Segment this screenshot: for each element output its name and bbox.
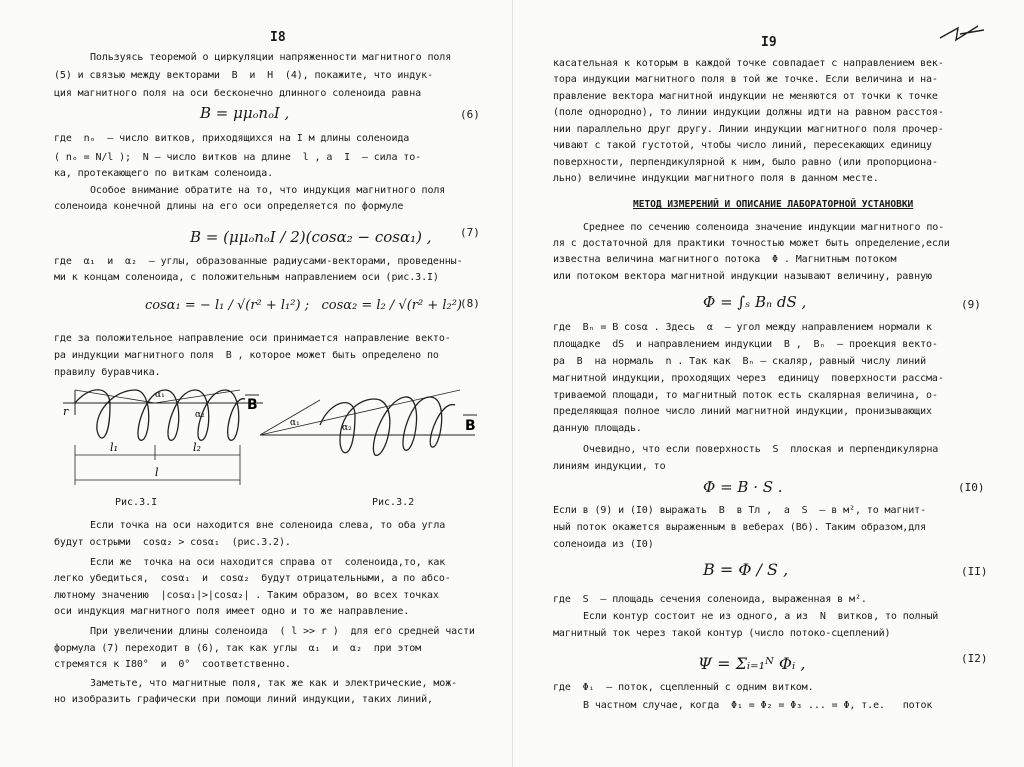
text-line: ля с достаточной для практики точностью может быть определение,если bbox=[553, 238, 950, 249]
text-line: соленоида из (I0) bbox=[553, 539, 654, 550]
equation-number: (6) bbox=[460, 108, 480, 121]
formula-7: B = (μμₒnₒI / 2)(cosα₂ − cosα₁) , bbox=[190, 228, 432, 246]
text-line: где S – площадь сечения соленоида, выраженная в м². bbox=[553, 594, 867, 605]
page-number: I8 bbox=[270, 30, 286, 45]
figure-3-1 bbox=[55, 385, 270, 495]
text-line: или потоком вектора магнитной индукции называют величину, равную bbox=[553, 271, 932, 282]
figure-caption: Рис.3.I bbox=[115, 497, 158, 508]
label-B: B bbox=[247, 397, 258, 413]
formula-9: Φ = ∫ₛ Bₙ dS , bbox=[703, 293, 807, 311]
text-line: правилу буравчика. bbox=[54, 367, 161, 378]
text-line: ра индукции магнитного поля B , которое может быть определено по bbox=[54, 350, 439, 361]
text-line: триваемой площади, то магнитный поток есть скалярная величина, о- bbox=[553, 390, 938, 401]
text-line: магнитной индукции, проходящих через единицу поверхности рассма- bbox=[553, 373, 944, 384]
page-number: I9 bbox=[761, 35, 777, 50]
formula-10: Φ = B · S . bbox=[703, 478, 783, 496]
text-line: Если же точка на оси находится справа от соленоида,то, как bbox=[90, 557, 446, 568]
figure-caption: Рис.3.2 bbox=[372, 497, 415, 508]
text-line: где Φᵢ – поток, сцепленный с одним витком. bbox=[553, 682, 814, 693]
text-line: легко убедиться, cosα₁ и cosα₂ будут отрицательными, а по абсо- bbox=[54, 573, 451, 584]
text-line: льно) величине индукции магнитного поля в данном месте. bbox=[553, 173, 879, 184]
text-line: площадке dS и направлением индукции B , Bₙ – проекция векто- bbox=[553, 339, 938, 350]
text-line: чивают с такой густотой, чтобы число линий, пересекающих единицу bbox=[553, 140, 932, 151]
solenoid-coils bbox=[320, 397, 455, 455]
text-line: линиям индукции, то bbox=[553, 461, 666, 472]
text-line: оси индукция магнитного поля имеет одно и то же направление. bbox=[54, 606, 410, 617]
text-line: где α₁ и α₂ – углы, образованные радиусами-векторами, проведенны- bbox=[54, 256, 463, 267]
text-line: формула (7) переходит в (6), так как углы α₁ и α₂ при этом bbox=[54, 643, 422, 654]
label-l2: l₂ bbox=[193, 441, 201, 454]
right-page bbox=[512, 0, 1024, 767]
text-line: стремятся к I80° и 0° соответственно. bbox=[54, 659, 291, 670]
radius-vector-2 bbox=[260, 390, 460, 435]
text-line: соленоида конечной длины на его оси определяется по формуле bbox=[54, 201, 404, 212]
text-line: где nₒ – число витков, приходящихся на I м длины соленоида bbox=[54, 133, 410, 144]
equation-number: (I2) bbox=[961, 652, 988, 665]
text-line: ра B на нормаль n . Так как Bₙ – скаляр, равный числу линий bbox=[553, 356, 926, 367]
text-line: поверхности, перпендикулярной к ним, было равно (или пропорциона- bbox=[553, 157, 938, 168]
equation-number: (II) bbox=[961, 565, 988, 578]
text-line: При увеличении длины соленоида ( l >> r ) для его средней части bbox=[90, 626, 475, 637]
label-alpha2: α₂ bbox=[342, 423, 352, 433]
text-line: ный поток окажется выраженным в веберах (Вб). Таким образом,для bbox=[553, 522, 926, 533]
text-line: Среднее по сечению соленоида значение индукции магнитного по- bbox=[583, 222, 945, 233]
text-line: где за положительное направление оси принимается направление векто- bbox=[54, 333, 451, 344]
text-line: ми к концам соленоида, с положительным направлением оси (рис.3.I) bbox=[54, 272, 439, 283]
text-line: ка, протекающего по виткам соленоида. bbox=[54, 168, 274, 179]
text-line: но изобразить графически при помощи линий индукции, таких линий, bbox=[54, 694, 433, 705]
text-line: Пользуясь теоремой о циркуляции напряженности магнитного поля bbox=[90, 52, 452, 63]
radius-vector-2 bbox=[155, 390, 240, 403]
label-r: r bbox=[63, 405, 69, 418]
text-line: касательная к которым в каждой точке совпадает с направлением век- bbox=[553, 58, 944, 69]
label-alpha2: α₂ bbox=[195, 410, 205, 420]
text-line: известна величина магнитного потока Φ . Магнитным потоком bbox=[553, 254, 897, 265]
text-line: В частном случае, когда Φ₁ = Φ₂ = Φ₃ ... = Φ, т.е. поток bbox=[583, 700, 933, 711]
figure-3-2 bbox=[260, 385, 495, 465]
text-line: ция магнитного поля на оси бесконечно длинного соленоида равна bbox=[54, 88, 422, 99]
equation-number: (9) bbox=[961, 298, 981, 311]
text-line: (поле однородно), то линии индукции должны идти на равном расстоя- bbox=[553, 107, 944, 118]
text-line: Особое внимание обратите на то, что индукция магнитного поля bbox=[90, 185, 446, 196]
text-line: ( nₒ = N/l ); N – число витков на длине l , а I – сила то- bbox=[54, 152, 422, 163]
text-line: Если контур состоит не из одного, а из N витков, то полный bbox=[583, 611, 939, 622]
radius-vector-1 bbox=[75, 390, 155, 403]
text-line: тора индукции магнитного поля в той же точке. Если величина и на- bbox=[553, 74, 938, 85]
text-line: правление вектора магнитной индукции не меняются от точки к точке bbox=[553, 91, 938, 102]
text-line: лютному значению |cosα₁|>|cosα₂| . Таким образом, во всех точках bbox=[54, 590, 439, 601]
text-line: будут острыми cosα₂ > cosα₁ (рис.3.2). bbox=[54, 537, 291, 548]
section-heading: МЕТОД ИЗМЕРЕНИЙ И ОПИСАНИЕ ЛАБОРАТОРНОЙ УСТАНОВКИ bbox=[633, 199, 914, 210]
label-alpha1: α₁ bbox=[155, 390, 165, 400]
equation-number: (7) bbox=[460, 226, 480, 239]
text-line: магнитный ток через такой контур (число потоко-сцеплений) bbox=[553, 628, 891, 639]
formula-6: B = μμₒnₒI , bbox=[200, 104, 290, 122]
formula-8: cosα₁ = − l₁ / √(r² + l₁²) ; cosα₂ = l₂ / √(r² + l₂²) bbox=[145, 298, 462, 313]
formula-11: B = Φ / S , bbox=[703, 560, 789, 579]
equation-number: (8) bbox=[460, 297, 480, 310]
text-line: нии параллельно друг другу. Линии индукции магнитного поля прочер- bbox=[553, 124, 944, 135]
label-l1: l₁ bbox=[110, 441, 118, 454]
text-line: Если в (9) и (I0) выражать B в Тл , а S – в м², то магнит- bbox=[553, 505, 926, 516]
text-line: Очевидно, что если поверхность S плоская и перпендикулярна bbox=[583, 444, 939, 455]
text-line: данную площадь. bbox=[553, 423, 642, 434]
label-B: B bbox=[465, 418, 476, 434]
equation-number: (I0) bbox=[958, 481, 985, 494]
formula-12: Ψ = Σᵢ₌₁ᴺ Φᵢ , bbox=[698, 654, 806, 673]
text-line: где Bₙ = B cosα . Здесь α – угол между направлением нормали к bbox=[553, 322, 932, 333]
text-line: Если точка на оси находится вне соленоида слева, то оба угла bbox=[90, 520, 446, 531]
text-line: пределяющая полное число линий магнитной индукции, пронизывающих bbox=[553, 406, 932, 417]
text-line: Заметьте, что магнитные поля, так же как и электрические, мож- bbox=[90, 678, 458, 689]
text-line: (5) и связью между векторами B и H (4), покажите, что индук- bbox=[54, 70, 433, 81]
label-alpha1: α₁ bbox=[290, 418, 300, 428]
corner-scribble bbox=[938, 20, 988, 45]
label-l: l bbox=[155, 466, 159, 479]
